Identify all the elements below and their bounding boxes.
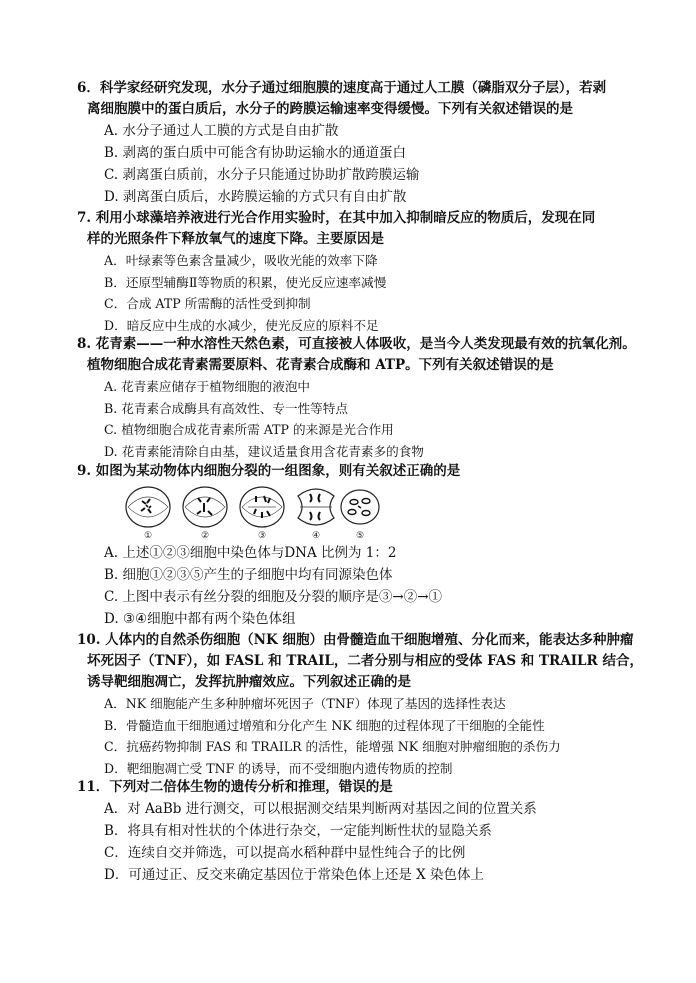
option-c: C. 上图中表示有丝分裂的细胞及分裂的顺序是③→②→① — [104, 589, 443, 605]
question-11 — [77, 777, 677, 886]
option-c: C．合成 ATP 所需酶的活性受到抑制 — [104, 296, 311, 311]
option-a: A．NK 细胞能产生多种肿瘤坏死因子（TNF）体现了基因的选择性表达 — [104, 696, 506, 711]
question-7 — [77, 208, 677, 336]
option-a: A. 水分子通过人工膜的方式是自由扩散 — [104, 123, 339, 139]
figure-label-4: ④ — [312, 531, 321, 540]
question-9-options — [77, 542, 677, 630]
stem-line: 样的光照条件下释放氧气的速度下降。主要原因是 — [87, 231, 384, 247]
question-6 — [77, 78, 677, 208]
question-stem — [77, 208, 677, 250]
question-stem — [77, 334, 677, 376]
option-b: B. 细胞①②③⑤产生的子细胞中均有同源染色体 — [104, 567, 393, 583]
question-stem — [77, 630, 677, 693]
cell-2-image — [183, 487, 227, 527]
option-a: A．叶绿素等色素含量减少，吸收光能的效率下降 — [104, 253, 378, 268]
stem-line: 11．下列对二倍体生物的遗传分析和推理，错误的是 — [77, 779, 393, 795]
stem-line: 植物细胞合成花青素需要原料、花青素合成酶和 ATP。下列有关叙述错误的是 — [87, 357, 554, 373]
option-b: B．骨髓造血干细胞通过增殖和分化产生 NK 细胞的过程体现了干细胞的全能性 — [104, 717, 545, 733]
figure-label-2: ② — [201, 531, 210, 540]
option-d: D．可通过正、反交来确定基因位于常染色体上还是 X 染色体上 — [104, 867, 485, 883]
stem-line: 坏死因子（TNF），如 FASL 和 TRAIL，二者分别与相应的受体 FAS 和 TRAILR 结合， — [87, 653, 643, 669]
option-a: A．对 AaBb 进行测交，可以根据测交结果判断两对基因之间的位置关系 — [104, 801, 537, 817]
option-b: B．将具有相对性状的个体进行杂交，一定能判断性状的显隐关系 — [104, 823, 492, 839]
stem-line: 9. 如图为某动物体内细胞分裂的一组图象，则有关叙述正确的是 — [77, 463, 461, 479]
stem-line: 诱导靶细胞凋亡，发挥抗肿瘤效应。下列叙述正确的是 — [87, 674, 411, 690]
cell-3-image — [240, 487, 284, 527]
figure-label-1: ① — [144, 531, 153, 540]
cell-division-figure — [120, 484, 380, 540]
question-8 — [77, 334, 677, 462]
cell-1-image — [126, 487, 170, 527]
option-c: C．连续自交并筛选，可以提高水稻种群中显性纯合子的比例 — [104, 845, 466, 861]
option-a: A. 花青素应储存于植物细胞的液泡中 — [104, 379, 311, 394]
option-d: D. 花青素能清除自由基，建议适量食用含花青素多的食物 — [104, 443, 424, 459]
stem-line: 离细胞膜中的蛋白质后，水分子的跨膜运输速率变得缓慢。下列有关叙述错误的是 — [87, 101, 573, 117]
option-d: D. ③④细胞中都有两个染色体组 — [104, 611, 296, 627]
option-b: B. 剥离的蛋白质中可能含有协助运输水的通道蛋白 — [104, 145, 407, 161]
option-c: C. 剥离蛋白质前，水分子只能通过协助扩散跨膜运输 — [104, 167, 420, 183]
option-d: D．暗反应中生成的水减少，使光反应的原料不足 — [104, 317, 379, 333]
option-a: A. 上述①②③细胞中染色体与DNA 比例为 1：2 — [104, 545, 397, 561]
option-d: D．靶细胞凋亡受 TNF 的诱导，而不受细胞内遗传物质的控制 — [104, 760, 453, 776]
stem-line: 10. 人体内的自然杀伤细胞（NK 细胞）由骨髓造血干细胞增殖、分化而来，能表达多种肿瘤 — [77, 632, 634, 648]
figure-label-3: ③ — [258, 531, 267, 540]
figure-label-5: ⑤ — [356, 531, 365, 540]
question-stem — [77, 461, 677, 482]
question-stem — [77, 777, 677, 798]
cell-4-image — [298, 489, 334, 525]
option-c: C．抗癌药物抑制 FAS 和 TRAILR 的活性，能增强 NK 细胞对肿瘤细胞的杀伤力 — [104, 739, 561, 754]
option-b: B．还原型辅酶Ⅱ等物质的积累，使光反应速率减慢 — [104, 274, 387, 290]
option-b: B. 花青素合成酶具有高效性、专一性等特点 — [104, 400, 348, 416]
question-10 — [77, 630, 677, 779]
stem-line: 6．科学家经研究发现，水分子通过细胞膜的速度高于通过人工膜（磷脂双分子层），若剥 — [77, 80, 607, 96]
question-stem — [77, 78, 677, 120]
cell-5-image — [341, 490, 379, 524]
question-9 — [77, 461, 677, 482]
option-d: D. 剥离蛋白质后，水跨膜运输的方式只有自由扩散 — [104, 189, 407, 205]
stem-line: 7. 利用小球藻培养液进行光合作用实验时，在其中加入抑制暗反应的物质后，发现在同 — [77, 210, 596, 226]
stem-line: 8. 花青素——一种水溶性天然色素，可直接被人体吸收，是当今人类发现最有效的抗氧化剂。 — [77, 336, 636, 352]
option-c: C. 植物细胞合成花青素所需 ATP 的来源是光合作用 — [104, 422, 394, 437]
